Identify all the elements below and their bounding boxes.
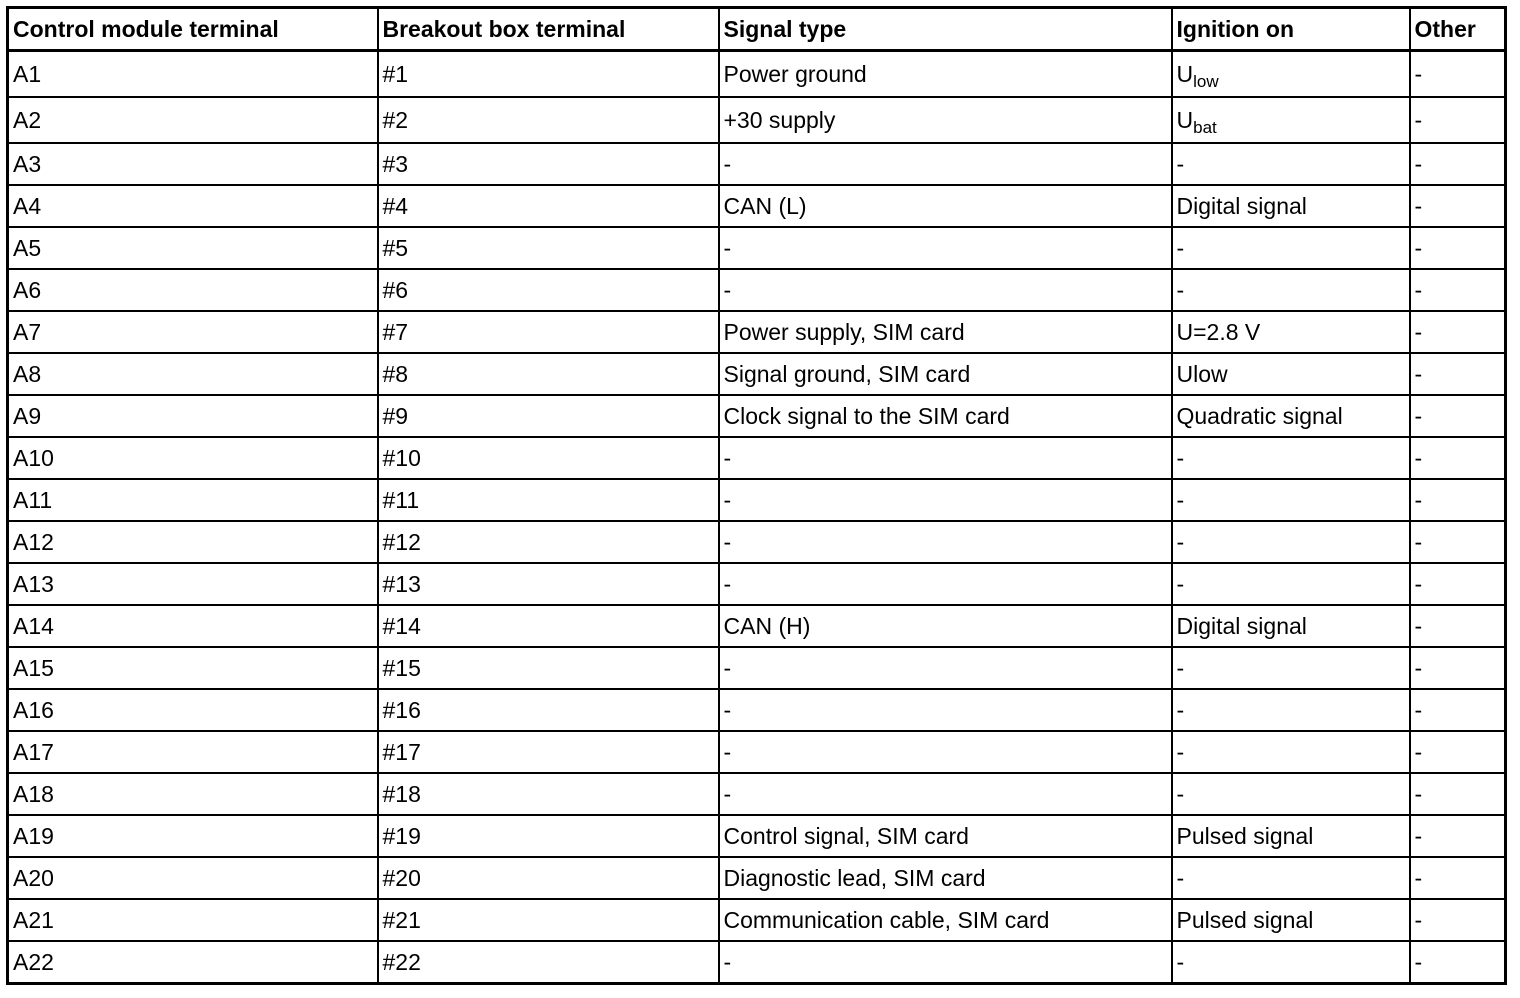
cell-control-module-terminal: A13 [8, 563, 378, 605]
cell-other: - [1410, 815, 1506, 857]
cell-signal-type: +30 supply [719, 97, 1172, 143]
cell-breakout-box-terminal: #14 [378, 605, 719, 647]
cell-control-module-terminal: A16 [8, 689, 378, 731]
table-row [8, 269, 1506, 311]
table-row [8, 311, 1506, 353]
table-row [8, 563, 1506, 605]
cell-other: - [1410, 353, 1506, 395]
table-row [8, 773, 1506, 815]
cell-ignition-on: - [1172, 143, 1410, 185]
cell-other: - [1410, 731, 1506, 773]
cell-signal-type: Communication cable, SIM card [719, 899, 1172, 941]
cell-signal-type: - [719, 689, 1172, 731]
cell-ignition-on: Digital signal [1172, 605, 1410, 647]
cell-signal-type: Signal ground, SIM card [719, 353, 1172, 395]
terminal-table-container [6, 6, 1507, 985]
table-row [8, 97, 1506, 143]
table-row [8, 689, 1506, 731]
header-control-module-terminal: Control module terminal [8, 8, 378, 51]
cell-ignition-on [1172, 97, 1410, 143]
cell-ignition-on: Quadratic signal [1172, 395, 1410, 437]
cell-signal-type: Diagnostic lead, SIM card [719, 857, 1172, 899]
cell-breakout-box-terminal: #7 [378, 311, 719, 353]
cell-other: - [1410, 143, 1506, 185]
table-row [8, 815, 1506, 857]
cell-signal-type: - [719, 941, 1172, 984]
cell-ignition-on: Ulow [1172, 353, 1410, 395]
cell-other: - [1410, 51, 1506, 98]
cell-breakout-box-terminal: #1 [378, 51, 719, 98]
table-row [8, 143, 1506, 185]
cell-other: - [1410, 227, 1506, 269]
table-row [8, 51, 1506, 98]
cell-breakout-box-terminal: #22 [378, 941, 719, 984]
table-header-row [8, 8, 1506, 51]
cell-signal-type: Power ground [719, 51, 1172, 98]
cell-ignition-on: - [1172, 521, 1410, 563]
cell-breakout-box-terminal: #15 [378, 647, 719, 689]
cell-breakout-box-terminal: #2 [378, 97, 719, 143]
cell-ignition-on: - [1172, 269, 1410, 311]
cell-signal-type: - [719, 773, 1172, 815]
cell-signal-type: - [719, 563, 1172, 605]
table-row [8, 731, 1506, 773]
cell-ignition-on: - [1172, 479, 1410, 521]
cell-ignition-on: U=2.8 V [1172, 311, 1410, 353]
cell-other: - [1410, 395, 1506, 437]
header-breakout-box-terminal: Breakout box terminal [378, 8, 719, 51]
cell-control-module-terminal: A12 [8, 521, 378, 563]
cell-ignition-on: - [1172, 857, 1410, 899]
cell-control-module-terminal: A7 [8, 311, 378, 353]
cell-other: - [1410, 269, 1506, 311]
table-row [8, 395, 1506, 437]
ignition-value-subscript: bat [1193, 117, 1217, 137]
cell-control-module-terminal: A15 [8, 647, 378, 689]
cell-ignition-on: - [1172, 563, 1410, 605]
cell-breakout-box-terminal: #6 [378, 269, 719, 311]
cell-control-module-terminal: A19 [8, 815, 378, 857]
table-row [8, 605, 1506, 647]
table-row [8, 647, 1506, 689]
cell-ignition-on: - [1172, 227, 1410, 269]
ignition-value-base: U [1176, 60, 1194, 87]
cell-signal-type: Power supply, SIM card [719, 311, 1172, 353]
cell-control-module-terminal: A2 [8, 97, 378, 143]
cell-ignition-on: - [1172, 941, 1410, 984]
table-row [8, 857, 1506, 899]
cell-control-module-terminal: A10 [8, 437, 378, 479]
cell-breakout-box-terminal: #3 [378, 143, 719, 185]
cell-control-module-terminal: A8 [8, 353, 378, 395]
cell-other: - [1410, 647, 1506, 689]
cell-breakout-box-terminal: #19 [378, 815, 719, 857]
cell-ignition-on: Digital signal [1172, 185, 1410, 227]
cell-other: - [1410, 563, 1506, 605]
cell-ignition-on: Pulsed signal [1172, 899, 1410, 941]
cell-ignition-on [1172, 51, 1410, 98]
cell-signal-type: - [719, 269, 1172, 311]
cell-breakout-box-terminal: #4 [378, 185, 719, 227]
cell-other: - [1410, 689, 1506, 731]
cell-control-module-terminal: A9 [8, 395, 378, 437]
cell-control-module-terminal: A6 [8, 269, 378, 311]
cell-other: - [1410, 311, 1506, 353]
header-signal-type: Signal type [719, 8, 1172, 51]
cell-breakout-box-terminal: #5 [378, 227, 719, 269]
cell-ignition-on: - [1172, 689, 1410, 731]
cell-signal-type: CAN (L) [719, 185, 1172, 227]
cell-control-module-terminal: A3 [8, 143, 378, 185]
ignition-value-subscript: low [1193, 71, 1219, 91]
cell-signal-type: - [719, 647, 1172, 689]
cell-signal-type: - [719, 731, 1172, 773]
cell-breakout-box-terminal: #21 [378, 899, 719, 941]
cell-breakout-box-terminal: #18 [378, 773, 719, 815]
cell-breakout-box-terminal: #16 [378, 689, 719, 731]
cell-other: - [1410, 899, 1506, 941]
cell-ignition-on: - [1172, 437, 1410, 479]
table-body [8, 51, 1506, 984]
cell-breakout-box-terminal: #8 [378, 353, 719, 395]
cell-ignition-on: - [1172, 731, 1410, 773]
header-other: Other [1410, 8, 1506, 51]
cell-signal-type: Control signal, SIM card [719, 815, 1172, 857]
header-ignition-on: Ignition on [1172, 8, 1410, 51]
table-row [8, 479, 1506, 521]
cell-breakout-box-terminal: #9 [378, 395, 719, 437]
cell-signal-type: Clock signal to the SIM card [719, 395, 1172, 437]
cell-other: - [1410, 479, 1506, 521]
cell-control-module-terminal: A18 [8, 773, 378, 815]
cell-signal-type: - [719, 143, 1172, 185]
cell-control-module-terminal: A1 [8, 51, 378, 98]
cell-breakout-box-terminal: #10 [378, 437, 719, 479]
cell-signal-type: CAN (H) [719, 605, 1172, 647]
cell-signal-type: - [719, 479, 1172, 521]
cell-other: - [1410, 521, 1506, 563]
terminal-table [6, 6, 1507, 985]
cell-control-module-terminal: A17 [8, 731, 378, 773]
cell-other: - [1410, 185, 1506, 227]
cell-breakout-box-terminal: #17 [378, 731, 719, 773]
cell-other: - [1410, 97, 1506, 143]
table-row [8, 521, 1506, 563]
cell-control-module-terminal: A22 [8, 941, 378, 984]
cell-control-module-terminal: A5 [8, 227, 378, 269]
cell-control-module-terminal: A11 [8, 479, 378, 521]
ignition-value-base: U [1176, 106, 1194, 133]
cell-other: - [1410, 773, 1506, 815]
cell-breakout-box-terminal: #11 [378, 479, 719, 521]
table-row [8, 941, 1506, 984]
table-row [8, 185, 1506, 227]
table-row [8, 437, 1506, 479]
cell-other: - [1410, 605, 1506, 647]
cell-breakout-box-terminal: #12 [378, 521, 719, 563]
cell-other: - [1410, 437, 1506, 479]
table-row [8, 353, 1506, 395]
cell-signal-type: - [719, 227, 1172, 269]
cell-breakout-box-terminal: #20 [378, 857, 719, 899]
cell-control-module-terminal: A21 [8, 899, 378, 941]
table-row [8, 227, 1506, 269]
cell-control-module-terminal: A4 [8, 185, 378, 227]
cell-signal-type: - [719, 521, 1172, 563]
cell-breakout-box-terminal: #13 [378, 563, 719, 605]
cell-other: - [1410, 941, 1506, 984]
cell-ignition-on: Pulsed signal [1172, 815, 1410, 857]
cell-other: - [1410, 857, 1506, 899]
cell-signal-type: - [719, 437, 1172, 479]
cell-ignition-on: - [1172, 647, 1410, 689]
cell-control-module-terminal: A14 [8, 605, 378, 647]
cell-ignition-on: - [1172, 773, 1410, 815]
table-row [8, 899, 1506, 941]
cell-control-module-terminal: A20 [8, 857, 378, 899]
